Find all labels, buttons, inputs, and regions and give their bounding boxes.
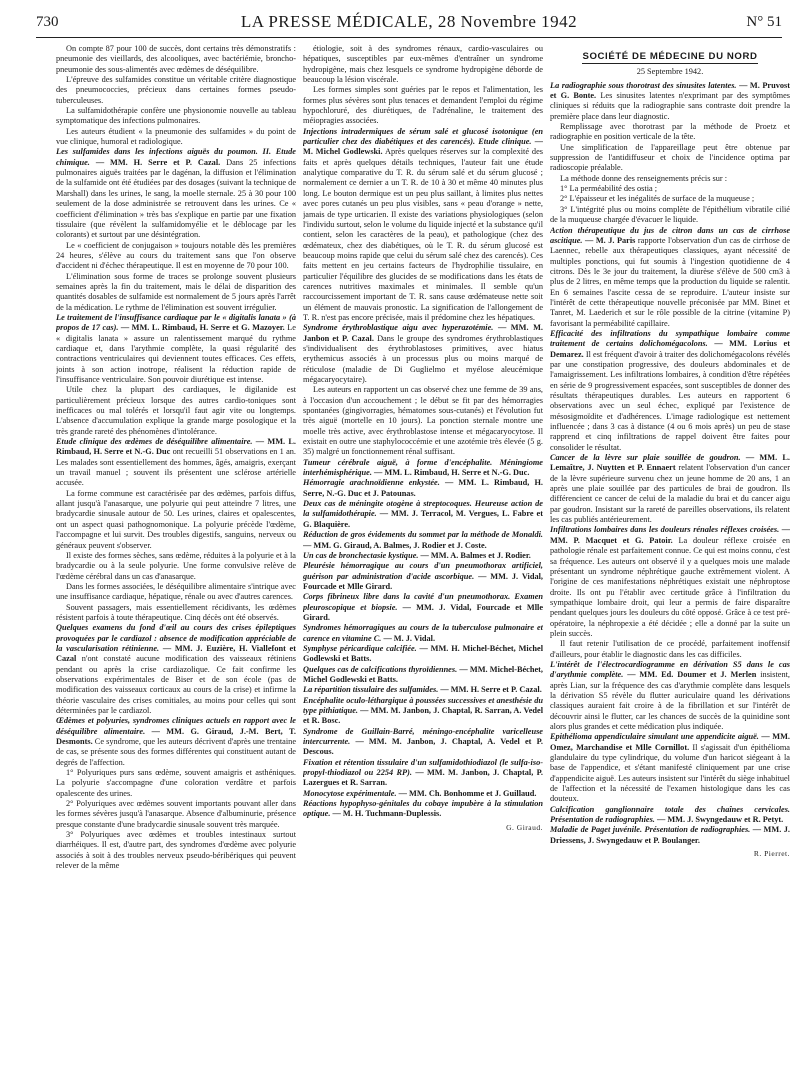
abstract-entry <box>303 127 543 324</box>
abstract-text: insistent, après Lian, sur la fréquence des cas d'arythmie complète dans lesquels la dérivation S5 révèle du flutter auriculaire quand les dérivations classiques auraient fait croire à de la fibrillation et sur l'intérêt de découvrir ainsi le flutter, car les chances de succès de la quinidine sont alors plus grandes et cette médication plus indiquée. <box>550 670 790 731</box>
paragraph <box>550 174 790 184</box>
abstract-text: Dans le groupe des syndromes érythroblastiques s'individualisent des érythroblastoses primitives, avec hiatus erythemicus associés à un processus plus ou moins marqué de réticulose (maladie de Di Guglielmo et myélose aleucémique mégacaryocytaire). <box>303 333 543 384</box>
abstract-text: Souvent passagers, mais essentiellement récidivants, les œdèmes résistent parfois à toute thérapeutique. Cinq décès ont été observés. <box>56 602 296 622</box>
abstract-entry <box>303 789 543 799</box>
abstract-text: Les auteurs étudient « la pneumonie des sulfamides » du point de vue clinique, humoral et radiologique. <box>56 126 296 147</box>
abstract-text: La forme commune est caractérisée par des œdèmes, parfois diffus, allant jusqu'à l'anasarque, une polyurie qui peut atteindre 7 litres, une bradycardie sinusale autour de 50. Les urines, claires et opalescentes, ont un aspect quasi pathognomonique. La polyurie précède l'œdème, l'accompagne et lui survit. Des troubles digestifs, sanguins, nerveux ou généraux peuvent s'observer. <box>56 488 296 550</box>
abstract-text: relatent l'observation d'un cancer de la lèvre supérieure survenu chez un jeune homme de 20 ans, 1 an après une plaie souillée par des particules de brai de goudron. Ils différencient ce cancer de celui de la maladie du brai et du cancer aigu par goudron. Insistant sur la rareté de pareilles observations, ils relatent les cas publiés antérieurement. <box>550 463 790 525</box>
section-title <box>550 52 790 62</box>
abstract-text: Le « coefficient de conjugaison » toujours notable dès les premières 24 heures, s'élève au cours du traitement sans que l'on observe d'accident ni d'échec thérapeutique. Il est en moyenne de 70 pour 100. <box>56 240 296 271</box>
abstract-text: ont recueilli 51 observations en 1 an. Les malades sont essentiellement des hommes, âgés, amaigris, exerçant un travail manuel ; souvent ils présentent une sclérose artérielle accusée. <box>56 447 296 488</box>
paragraph <box>550 639 790 660</box>
abstract-title: Les sulfamides dans les infections aiguës du poumon. II. Etude chimique. <box>56 147 296 167</box>
paragraph <box>56 241 296 272</box>
abstract-entry <box>303 758 543 789</box>
abstract-title: Hémorragie arachnoïdienne enkystée. <box>303 478 440 488</box>
paragraph <box>56 44 296 75</box>
abstract-title: L'intérêt de l'électrocardiogramme en dérivation S5 dans le cas d'arythmie complète. <box>550 659 790 680</box>
paragraph <box>550 184 790 194</box>
abstract-authors: — MM. Ed. Doumer et J. Merlen <box>627 670 757 680</box>
paragraph <box>303 44 543 85</box>
abstract-text: Utile chez la plupart des cardiaques, le digilanide est particulièrement précieux lorsque des autres cardio-toniques sont inefficaces ou mal tolérés et lorsqu'il faut agir vite ou longtemps. L'absence d'accumulation explique la grande marge posologique et la très grande rareté des phénomènes d'intolérance. <box>56 385 296 436</box>
abstract-entry <box>550 226 790 329</box>
abstract-title: La radiographie sous thorotrast des sinusites latentes. <box>550 80 737 90</box>
abstract-text: La méthode donne des renseignements précis sur : <box>560 173 728 183</box>
column-right <box>550 44 790 1074</box>
abstract-title: Deux cas de méningite otogène à streptocoques. Heureuse action de la sulfamidothérapie. <box>303 499 543 519</box>
abstract-entry <box>56 437 296 489</box>
abstract-title: Réduction de gros évidements du sommet par la méthode de Monaldi. <box>303 530 543 540</box>
paragraph <box>56 75 296 106</box>
paragraph <box>56 768 296 799</box>
abstract-entry <box>303 799 543 820</box>
abstract-authors: — MM. M. Janbon, J. Chaptal, R. Sarran, A. Vedel et R. Bosc. <box>303 706 543 726</box>
abstract-text: Remplissage avec thorotrast par la méthode de Proetz et radiographie en position verticale de la tête. <box>550 122 790 142</box>
abstract-entry <box>56 147 296 240</box>
abstract-authors: — M. Pruvost et G. Bonte. <box>550 80 790 101</box>
abstract-text: Il faut retenir l'utilisation de ce procédé, parfaitement inoffensif d'ailleurs, pour établir le diagnostic dans les cas difficiles. <box>550 639 790 659</box>
paragraph <box>56 385 296 437</box>
abstract-text: 2° Polyuriques avec œdèmes souvent importants pouvant aller dans les formes sévères jusqu'à l'anasarque. Absence d'albuminurie, présence presque constante d'une bradycardie sinusale souvent très marquée. <box>56 799 296 829</box>
abstract-title: Pleurésie hémorragique au cours d'un pneumothorax artificiel, guérison par administration d'acide ascorbique. <box>303 561 543 581</box>
abstract-text: 1° Polyuriques purs sans œdème, souvent amaigris et asthéniques. La polyurie s'accompagne d'une coloration verdâtre et parfois opalescente des urines. <box>56 768 296 798</box>
abstract-text: La douleur réflexe croisée en pathologie rénale est parfaitement connue. Ce qui est moins connu, c'est sa fréquence. Les auteurs ont observé il y a quelques mois une malade présentant un syndrome néphrétique gauche extrêmement violent. A l'origine de ces manifestations néphrétiques existait une néphroptose droite. Ils ont pu l'établir avec certitude grâce à l'infiltration du sympathique lombaire droit, qui leur a permis de faire disparaître pendant quelques jours les douleurs du côté opposé. Grâce à ce test pré-opératoire, la néphropexie a été décidée ; elle a donné par la suite un plein succès. <box>550 535 790 638</box>
abstract-text: Dans 25 infections pulmonaires aiguës traitées par le dagénan, la diffusion et l'élimination de la sulfamide ont été étudiées par des dosages (suivant la technique de Marshall) dans les urines, le sang, la moelle sternale. 25 à 30 pour 100 seulement de la dose administrée se retrouvent dans les urines. Ce « coefficient d'élimination » très bas s'explique en partie par une fixation tissulaire (que révèlent la sulfamidomyélie et le déblocage par les colorants) et surtout par une désintégration. <box>56 157 296 240</box>
paragraph <box>56 830 296 871</box>
abstract-authors: — MM. M. Janbon et P. Cazal. <box>303 323 543 343</box>
abstract-authors: — MM. L. Rimbaud, H. Serre et G. Mazoyer. <box>120 323 285 333</box>
abstract-authors: — MM. Ch. Bonhomme et J. Guillaud. <box>398 788 537 798</box>
abstract-entry <box>550 81 790 122</box>
abstract-authors: — MM. J. Driessens, J. Swyngedauw et P. Boulanger. <box>550 825 790 845</box>
paragraph <box>56 127 296 148</box>
abstract-entry <box>303 696 543 727</box>
abstract-entry <box>303 458 543 479</box>
abstract-title: Cancer de la lèvre sur plaie souillée de goudron. <box>550 453 741 463</box>
abstract-title: Syndrome érythroblastique aigu avec hyperazotémie. <box>303 323 494 333</box>
abstract-authors: — MM. L. Lemaître, J. Nuytten et P. Ennaert <box>550 453 790 473</box>
abstract-authors: — M. J. Paris <box>585 235 636 245</box>
abstract-authors: — MM. G. Giraud, A. Balmes, J. Rodier et J. Coste. <box>303 540 487 550</box>
abstract-title: Encéphalite oculo-léthargique à poussées successives et anesthésie du type pithiatique. <box>303 695 543 715</box>
journal-title: LA PRESSE MÉDICALE, 28 Novembre 1942 <box>240 12 578 31</box>
abstract-title: Œdèmes et polyuries, syndromes cliniques actuels en rapport avec le déséquilibre alimentaire. <box>56 716 296 736</box>
abstract-text: Après quelques réserves sur la complexité des faits et après quelques détails techniques, l'auteur fait une étude analytique comparative du T. R. du sérum salé et du sérum glucosé ; normalement ce dernier a un T. R. de 10 à 30 et même 40 minutes plus long. Le bouton dermique est un peu plus saillant, à limites plus nettes avec pores cutanés un peu plus visibles, sans « peau d'orange » nette, jamais de type urticarien. Il existe des variations physiologiques (selon l'individu surtout, selon le volume du liquide injecté et la substance qu'il contient, selon les caractères de la peau), et pathologique (chez des œdémateux, chez des diabétiques, où le T. R. du sérum glucosé est beaucoup moins rapide que celui du sérum salé chez des carencés). Ces faits mettent en jeu certains facteurs de l'hydrophilie tissulaire, en particulier l'équilibre des glucides de se modifications dans les états de carences nutritives maximales et minimales. Il semble qu'un raccourcissement important de T. R. sans cause œdémateuse nette soit un élément de mauvais pronostic. La signification de l'allongement de T. R. n'est pas encore précisée, mais il prédomine chez les hépatiques. <box>303 147 543 322</box>
abstract-authors: — MM. L. Rimbaud, H. Serre et N.-G. Duc <box>56 437 296 457</box>
abstract-text: L'épreuve des sulfamides constitue un véritable critère diagnostique des pneumococcies, précieux dans certaines formes pseudo-tuberculeuses. <box>56 75 296 105</box>
abstract-entry <box>550 660 790 732</box>
abstract-authors: — MM. L. Rimbaud, H. Serre, N.-G. Duc et J. Patounas. <box>303 478 543 498</box>
abstract-text: 2° L'épaisseur et les inégalités de surface de la muqueuse ; <box>560 194 755 204</box>
abstract-entry <box>303 478 543 499</box>
abstract-authors: — MM. H. Serre et P. Cazal. <box>440 685 542 695</box>
paragraph <box>56 603 296 624</box>
abstract-text: Les formes simples sont guéries par le repos et l'alimentation, les formes plus sévères sont plus tenaces et demandent l'emploi du régime hypochloruré, des diurétiques, de l'adrénaline, le traitement des méiopragies associées. <box>303 85 543 126</box>
paragraph <box>56 272 296 313</box>
abstract-text: Une simplification de l'appareillage peut être obtenue par suppression de l'antidiffuseur et choix de l'incidence optima par radioscopie préalable. <box>550 142 790 173</box>
page-number: 730 <box>36 14 59 30</box>
abstract-authors: — MM. J. Vidal, Fourcade et Mlle Girard. <box>303 571 543 591</box>
abstract-authors: — MM. G. Giraud, J.-M. Bert, T. Desmonts. <box>56 726 296 747</box>
abstract-authors: — MM. M. Janbon, J. Chaptal, P. Lazergues et R. Sarran. <box>303 768 543 788</box>
signature: G. Giraud. <box>506 822 543 832</box>
paragraph <box>550 205 790 226</box>
abstract-text: étiologie, soit à des syndromes rénaux, cardio-vasculaires ou hépatiques, susceptibles par eux-mêmes d'entraîner un syndrome hydropigène, mais chez lesquels ce syndrome hydropigène déborde de beaucoup la lésion viscérale. <box>303 44 543 85</box>
abstract-title: Syndromes hémorragiques au cours de la tuberculose pulmonaire et carence en vitamine C. <box>303 623 543 643</box>
paragraph <box>550 194 790 204</box>
abstract-authors: — MM. J. Vidal, Fourcade et Mlle Girard. <box>303 602 543 622</box>
abstract-authors: — MM. Michel-Béchet, Michel Godlewski et Batts. <box>303 664 543 684</box>
abstract-title: La répartition tissulaire des sulfamides. <box>303 685 439 695</box>
abstract-title: Réactions hypophyso-génitales du cobaye impubère à la stimulation optique. <box>303 799 543 819</box>
abstract-text: On compte 87 pour 100 de succès, dont certains très démonstratifs : pneumonie des vieillards, des alcooliques, avec bactériémie, broncho-pneumonie des sous-alimentés avec œdèmes de déséquilibre. <box>56 44 296 74</box>
abstract-title: Epithélioma appendiculaire simulant une appendicite aiguë. <box>550 732 759 742</box>
abstract-authors: — M. Michel Godlewski. <box>303 137 543 157</box>
abstract-entry <box>550 825 790 846</box>
abstract-entry <box>303 323 543 385</box>
abstract-authors: — MM. J. Terracol, M. Vergues, L. Fabre et G. Blaquière. <box>303 509 543 529</box>
abstract-entry <box>303 530 543 551</box>
abstract-title: Injections intradermiques de sérum salé et glucosé isotonique (en particulier chez des diabétiques et des carencés). Etude clinique. <box>303 126 543 147</box>
abstract-text: 1° La perméabilité des ostia ; <box>560 184 658 194</box>
abstract-authors: — MM. Lorius et Demarez. <box>550 339 790 359</box>
abstract-text: Les sinusites latentes n'exprimant par des symptômes cliniques si réduits que la radiographie sans contraste doit prendre la première place dans leur diagnostic. <box>550 91 790 121</box>
abstract-entry <box>56 313 296 385</box>
paragraph <box>56 799 296 830</box>
abstract-authors: — MM. Omez, Marchandise et Mlle Cornillot. <box>550 732 790 752</box>
abstract-entry <box>303 727 543 758</box>
section-title-text: SOCIÉTÉ DE MÉDECINE DU NORD <box>582 51 758 62</box>
abstract-title: Syndrome de Guillain-Barré, méningo-encéphalite varicelleuse intercurrente. <box>303 726 543 747</box>
abstract-text: Les auteurs en rapportent un cas observé chez une femme de 39 ans, à l'occasion d'un accouchement ; le début se fit par des hémorragies spontanées (gingivorragies, hématomes sous-cutanés) et l'évolution fut très aiguë (mortelle en 10 jours). La ponction sternale montre une moelle très active, avec érythroblastose intense et mégacaryocytose. Il existait en outre une staphylococcémie et une azotémie très élevée (5 g. 35) malgré un fonctionnement rénal suffisant. <box>303 385 543 457</box>
abstract-authors: — MM. L. Rimbaud, H. Serre et N.-G. Duc. <box>374 468 530 478</box>
abstract-authors: — MM. A. Balmes et J. Rodier. <box>420 550 531 560</box>
abstract-entry <box>56 623 296 716</box>
abstract-entry <box>303 644 543 665</box>
abstract-title: Un cas de bronchectasie kystique. <box>303 550 419 560</box>
abstract-authors: — M. J. Vidal. <box>383 633 436 643</box>
abstract-entry <box>56 716 296 768</box>
abstract-title: Symphyse péricardique calcifiée. <box>303 643 417 653</box>
column-left <box>56 44 296 1074</box>
abstract-title: Corps fibrineux libre dans la cavité d'un pneumothorax. Examen pleuroscopique et biopsie. <box>303 592 543 612</box>
abstract-entry <box>303 592 543 623</box>
abstract-authors: — MM. J. Euzière, H. Viallefont et Cazal <box>56 643 296 664</box>
abstract-title: Fixation et rétention tissulaire d'un sulfamidothiodiazol (le sulfa-iso-propyl-thiodiazol ou 2254 RP). <box>303 757 543 778</box>
paragraph <box>550 122 790 143</box>
abstract-title: Efficacité des infiltrations du sympathique lombaire comme traitement de certains dolichomégacolons. <box>550 328 790 349</box>
abstract-text: rapporte l'observation d'un cas de cirrhose de Laennec, rebelle aux thérapeutiques classiques, ayant nécessité de multiples ponctions, qui fut soumis à l'ingestion quotidienne de 4 citrons. Dès le 3e jour du traitement, la diurèse s'élève de 500 cm3 à plus de 2 litres, en même temps que la production du liquide se ralentit. En 6 semaines l'ascite cessa de se reproduire. L'auteur insiste sur l'intérêt de cette thérapeutique nouvelle préconisée par MM. Binet et Tanret, M. Laederich et sur le rôle possible de la citrine (vitamine P) favorisant la perméabilité capillaire. <box>550 235 790 328</box>
abstract-entry <box>303 623 543 644</box>
abstract-text: La sulfamidothérapie confère une physionomie nouvelle au tableau symptomatique des infections pulmonaires. <box>56 106 296 126</box>
abstract-text: Dans les formes associées, le déséquilibre alimentaire s'intrique avec une insuffisance cardiaque, hépatique, rénale ou avec d'autres carences. <box>56 581 296 602</box>
abstract-title: Le traitement de l'insuffisance cardiaque par le « digitalis lanata » (à propos de 17 cas). <box>56 312 296 333</box>
abstract-authors: — MM. J. Swyngedauw et R. Petyt. <box>656 815 784 825</box>
column-middle <box>303 44 543 1074</box>
abstract-title: Action thérapeutique du jus de citron dans un cas de cirrhose ascitique. <box>550 225 790 245</box>
abstract-text: Il est fréquent d'avoir à traiter des dolichomégacolons révélés par une constipation progressive, des douleurs abdominales et de l'amaigrissement. Les infiltrations lombaires, à condition d'être répétées en série de 9 progressivement espacées, sont susceptibles de donner des résultats thérapeutiques durables. Les auteurs en rapportent 6 observations avec un seul échec, expliqué par l'existence de mésosigmoïdite et d'adhérences. L'image radiologique est nettement influencée ; dans 3 cas à distance (4 ou 6 mois après) un peu de stase rapprend et cinq infiltrations de rappel doivent être faites pour consolider le résultat. <box>550 349 790 452</box>
abstract-entry <box>303 551 543 561</box>
abstract-authors: — MM. H. Serre et P. Cazal. <box>95 157 221 167</box>
page-header <box>36 12 782 34</box>
abstract-title: Infiltrations lombaires dans les douleurs rénales réflexes croisées. <box>550 525 780 535</box>
paragraph <box>550 143 790 174</box>
abstract-entry <box>550 453 790 525</box>
abstract-text: n'ont constaté aucune modification des vaisseaux rétiniens pendant ou après la crise cardiazolique. Ce fait confirme les observations expérimentales de Biser et de son école (pas de modification des vaisseaux corticaux au cours de la crise) et infirme la théorie vasculaire des crises comitiales, au moins pour celles qui sont déterminées par le cardiazol. <box>56 654 296 715</box>
paragraph <box>56 489 296 551</box>
abstract-title: Quelques cas de calcifications thyroïdiennes. <box>303 664 458 674</box>
abstract-text: Le « digitalis lanata » assure un ralentissement marqué du rythme cardiaque et, dans l'arythmie complète, la quasi régularité des contractions ventriculaires qui deviennent toutes efficaces. Ces effets, joints à son action inotrope, réalisent la réduction rapide de l'insuffisance ventriculaire. Son pouvoir diurétique est intense. <box>56 323 296 384</box>
abstract-authors: — M. H. Tuchmann-Duplessis. <box>332 809 442 819</box>
paragraph <box>56 106 296 127</box>
abstract-text: 3° Polyuriques avec œdèmes et troubles intestinaux surtout diarrhéiques. Il est, d'autre part, des syndromes d'œdème avec polyurie associés à soit à des troubles nerveux pseudo-béribériques qui peuvent relever de la même <box>56 830 296 871</box>
abstract-text: Il existe des formes sèches, sans œdème, réduites à la polyurie et à la bradycardie ou à la seule polyurie. Une forme convulsive relève de l'œdème cérébral dans un cas d'anasarque. <box>56 550 296 581</box>
abstract-title: Maladie de Paget juvénile. Présentation de radiographies. <box>550 825 751 835</box>
issue-number: N° 51 <box>746 14 782 30</box>
abstract-text: L'élimination sous forme de traces se prolonge souvent plusieurs semaines après la fin du traitement, mais le délai de disparition des quantités dosables de sulfamide est normalement de 5 jours après l'arrêt de la médication. Le rythme de l'élimination est souvent irrégulier. <box>56 271 296 312</box>
abstract-authors: — MM. M. Janbon, J. Chaptal, A. Vedel et P. Descous. <box>303 737 543 757</box>
abstract-text: Ce syndrome, que les auteurs décrivent d'après une trentaine de cas, se présente sous des formes différentes qui constituent autant de degrés de l'affection. <box>56 737 296 767</box>
header-rule <box>36 37 782 38</box>
paragraph <box>56 551 296 582</box>
abstract-entry <box>303 499 543 530</box>
abstract-entry <box>303 665 543 686</box>
abstract-entry <box>550 525 790 639</box>
abstract-entry <box>550 805 790 826</box>
abstract-text: Il s'agissait d'un épithélioma glandulaire du type cylindrique, du volume d'un haricot siégeant à la base de l'appendice, et s'étant manifesté cliniquement par une crise d'appendicite aiguë. Les auteurs insistent sur l'intérêt du siège inhabituel de l'affection et la nécessité de l'examen histologique dans les cas douteux. <box>550 742 790 804</box>
abstract-authors: — MM. P. Macquet et G. Patoir. <box>550 525 790 545</box>
paragraph <box>303 85 543 126</box>
abstract-title: Calcification ganglionnaire totale des chaînes cervicales. Présentation de radiographies. <box>550 804 790 825</box>
abstract-title: Etude clinique des œdèmes de déséquilibre alimentaire. <box>56 437 253 447</box>
abstract-entry <box>303 685 543 695</box>
abstract-title: Quelques examens du fond d'œil au cours des crises épileptiques provoquées par le cardiazol : absence de modification appréciable de la vascularisation rétinienne. <box>56 623 296 653</box>
abstract-text: 3° L'intégrité plus ou moins complète de l'épithélium vibratile cilié de la muqueuse chargée d'évacuer le liquide. <box>550 204 790 225</box>
paragraph <box>303 385 543 457</box>
abstract-title: Monocytose expérimentale. <box>303 788 397 798</box>
abstract-title: Tumeur cérébrale aiguë, à forme d'encéphalite. Méningiome interhémisphérique. <box>303 457 543 478</box>
abstract-entry <box>550 732 790 804</box>
paragraph <box>56 582 296 603</box>
abstract-entry <box>303 561 543 592</box>
abstract-authors: — MM. H. Michel-Béchet, Michel Godlewski et Batts. <box>303 643 543 664</box>
abstract-entry <box>550 329 790 453</box>
session-date: 25 Septembre 1942. <box>636 67 704 77</box>
signature: R. Pierret. <box>753 849 790 859</box>
